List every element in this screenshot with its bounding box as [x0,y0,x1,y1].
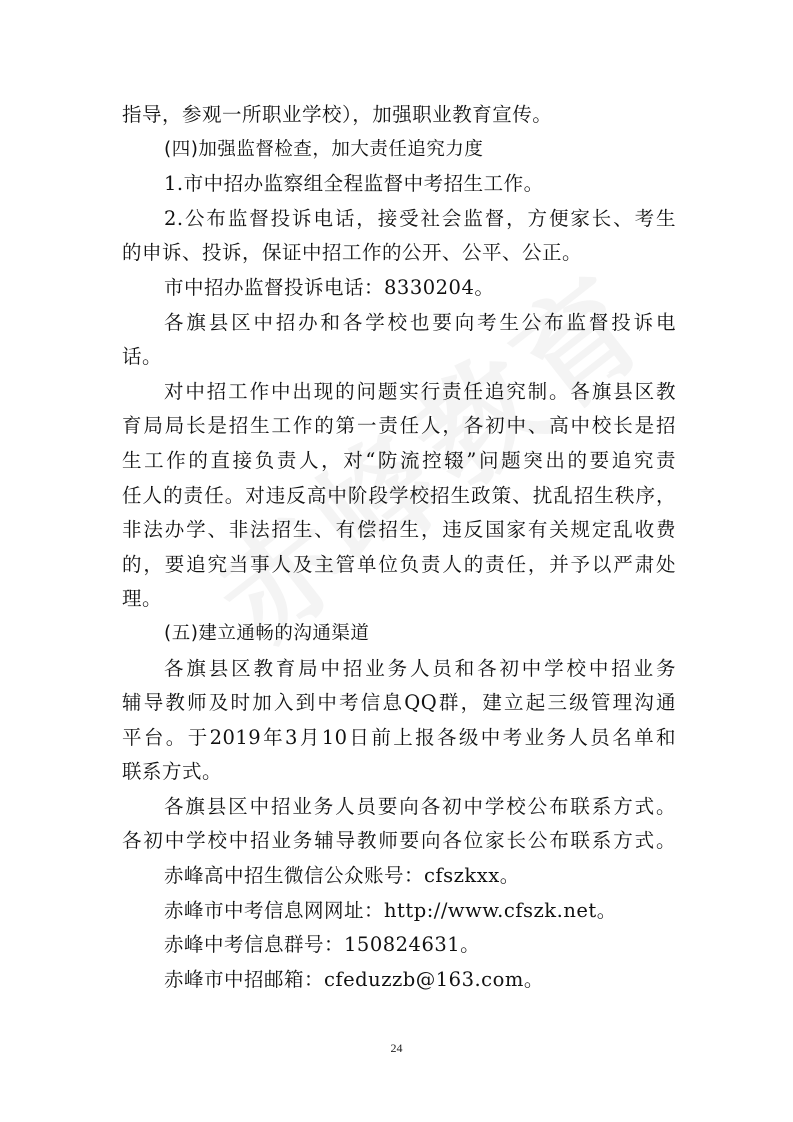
section-heading: (四)加强监督检查，加大责任追究力度 [164,138,484,160]
text-line: 各旗县区中招业务人员要向各初中学校公布联系方式。 [164,794,676,818]
text-line: 非法办学、非法招生、有偿招生，违反国家有关规定乱收费 [122,518,676,542]
text-line: 赤峰市中招邮箱：cfeduzzb@163.com。 [164,967,544,991]
section-heading: (五)建立通畅的沟通渠道 [164,622,370,644]
text-line: 市中招办监督投诉电话：8330204。 [164,275,495,299]
text-line: 生工作的直接负责人，对“防流控辍”问题突出的要追究责 [122,448,676,472]
text-line: 理。 [122,587,163,611]
text-line: 任人的责任。对违反高中阶段学校招生政策、扰乱招生秩序， [122,483,676,507]
text-line: 1.市中招办监察组全程监督中考招生工作。 [164,172,544,196]
document-body [122,98,676,997]
text-line: 2.公布监督投诉电话，接受社会监督，方便家长、考生 [164,206,676,230]
text-line: 赤峰中考信息群号：150824631。 [164,933,481,957]
text-line: 联系方式。 [122,760,223,784]
text-line: 对中招工作中出现的问题实行责任追究制。各旗县区教 [164,379,676,403]
text-line: 各旗县区中招办和各学校也要向考生公布监督投诉电 [164,310,676,334]
text-line: 话。 [122,345,163,369]
page-number: 24 [390,1041,403,1055]
text-line: 赤峰高中招生微信公众账号：cfszkxx。 [164,864,520,888]
text-line: 赤峰市中考信息网网址：http://www.cfszk.net。 [164,898,617,922]
text-line: 的，要追究当事人及主管单位负责人的责任，并予以严肃处 [122,552,676,576]
text-line: 育局局长是招生工作的第一责任人，各初中、高中校长是招 [122,414,676,438]
text-line: 指导，参观一所职业学校），加强职业教育宣传。 [122,103,553,126]
text-line: 的申诉、投诉，保证中招工作的公开、公平、公正。 [122,241,583,265]
text-line: 平台。于2019年3月10日前上报各级中考业务人员名单和 [122,725,676,749]
text-line: 各旗县区教育局中招业务人员和各初中学校中招业务 [164,656,676,680]
text-line: 各初中学校中招业务辅导教师要向各位家长公布联系方式。 [122,829,676,853]
text-line: 辅导教师及时加入到中考信息QQ群，建立起三级管理沟通 [122,691,676,715]
